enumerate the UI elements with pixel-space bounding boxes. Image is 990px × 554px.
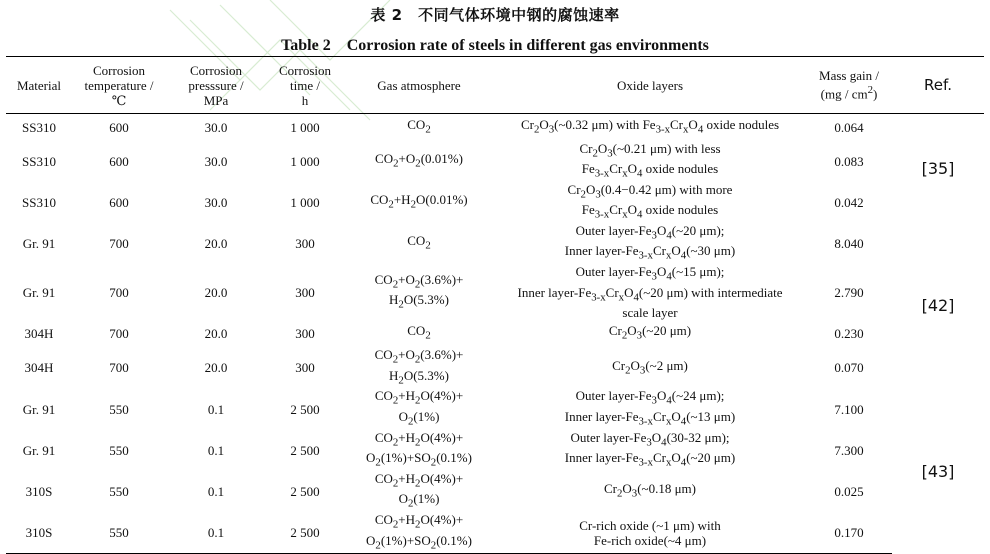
cell-material: Gr. 91 xyxy=(22,235,56,251)
cell-gas: $CO_2+O_2(0.01\%)$ xyxy=(375,150,463,170)
cell-pressure: 20.0 xyxy=(204,360,228,376)
cell-temperature: 600 xyxy=(109,194,129,210)
cell-temperature: 550 xyxy=(109,401,129,417)
cell-pressure: 30.0 xyxy=(204,194,228,210)
cell-material: SS310 xyxy=(22,119,56,135)
cell-oxide: Outer layer-$Fe_3O_4(30-32$ μm); Inner layer-$Fe_{3-x}Cr_xO_4(\sim 20$ μm) xyxy=(564,429,736,469)
table-row xyxy=(6,320,984,347)
cell-gas: $CO_2+H_2O(4\%)+$ $O_2(1\%)$ xyxy=(374,388,464,428)
cell-temperature: 600 xyxy=(109,119,129,135)
cell-mass-gain: 0.070 xyxy=(834,360,864,376)
cell-oxide: $Cr_2O_3(\sim 0.21$ μm) with less $Fe_{3-x}Cr_xO_4$ oxide nodules xyxy=(579,140,721,180)
cell-material: 304H xyxy=(24,326,54,342)
cell-oxide: $Cr_2O_3(\sim 20$ μm) xyxy=(608,323,692,343)
cell-pressure: 0.1 xyxy=(166,512,266,554)
cell-oxide: Outer layer-$Fe_3O_4(\sim 15$ μm); Inner layer-$Fe_{3-x}Cr_xO_4(\sim 20$ μm) with intermediate scale layer xyxy=(517,264,783,321)
cell-mass-gain: 0.064 xyxy=(834,119,864,135)
header-pressure: Corrosion presssure / MPa xyxy=(166,57,266,114)
cell-gas: $CO_2+H_2O(4\%)+$ $O_2(1\%)+SO_2(0.1\%)$ xyxy=(344,512,494,554)
cell-time: 300 xyxy=(295,326,315,342)
cell-mass-gain: 8.040 xyxy=(834,235,864,251)
cell-pressure: 30.0 xyxy=(204,119,228,135)
cell-pressure: 0.1 xyxy=(207,442,225,458)
cell-pressure: 0.1 xyxy=(207,401,225,417)
cell-gas: $CO_2$ xyxy=(407,116,431,136)
cell-oxide: Outer layer-$Fe_3O_4(\sim 20$ μm); Inner layer-$Fe_{3-x}Cr_xO_4(\sim 30$ μm) xyxy=(564,222,736,263)
cell-material: Gr. 91 xyxy=(22,284,56,300)
cell-temperature: 700 xyxy=(109,235,129,251)
cell-mass-gain: 0.083 xyxy=(834,153,864,169)
cell-mass-gain: 0.170 xyxy=(806,512,892,554)
header-material: Material xyxy=(6,57,72,114)
cell-mass-gain: 7.100 xyxy=(834,401,864,417)
table-row xyxy=(6,264,984,320)
table-row xyxy=(6,347,984,388)
cell-gas: $CO_2+O_2(3.6\%)+$ $H_2O(5.3\%)$ xyxy=(374,271,464,311)
header-ref: Ref. xyxy=(892,57,984,114)
table-row xyxy=(6,512,984,554)
cell-time: 1 000 xyxy=(290,194,320,210)
cell-mass-gain: 0.230 xyxy=(834,326,864,342)
cell-pressure: 20.0 xyxy=(204,235,228,251)
cell-time: 1 000 xyxy=(290,153,320,169)
corrosion-table xyxy=(6,56,984,554)
table-row xyxy=(6,388,984,429)
cell-ref: [43] xyxy=(921,461,955,481)
cell-ref: [35] xyxy=(921,158,955,178)
table-row xyxy=(6,114,984,141)
cell-mass-gain: 0.042 xyxy=(834,194,864,210)
cell-oxide: $Cr_2O_3(\sim 2$ μm) xyxy=(612,357,688,377)
header-mass-gain: Mass gain / $(mg / cm^2)$ xyxy=(806,57,892,114)
cell-material: 304H xyxy=(24,360,54,376)
cell-material: 310S xyxy=(25,483,53,499)
cell-time: 2 500 xyxy=(290,483,320,499)
table-row xyxy=(6,182,984,223)
header-time: Corrosion time / h xyxy=(266,57,344,114)
cell-material: 310S xyxy=(6,512,72,554)
table-row xyxy=(6,141,984,182)
cell-gas: $CO_2+O_2(3.6\%)+$ $H_2O(5.3\%)$ xyxy=(374,347,464,387)
cell-material: SS310 xyxy=(22,153,56,169)
cell-pressure: 0.1 xyxy=(207,483,225,499)
cell-gas: $CO_2+H_2O(0.01\%)$ xyxy=(370,191,468,211)
cell-temperature: 700 xyxy=(109,284,129,300)
cell-time: 300 xyxy=(295,284,315,300)
cell-oxide: $Cr_2O_3(0.4-0.42$ μm) with more $Fe_{3-x}Cr_xO_4$ oxide nodules xyxy=(567,181,733,221)
cell-pressure: 20.0 xyxy=(204,284,228,300)
cell-temperature: 550 xyxy=(109,483,129,499)
cell-oxide: $Cr_2O_3(\sim 0.18$ μm) xyxy=(603,481,696,500)
cell-gas: $CO_2+H_2O(4\%)+$ $O_2(1\%)$ xyxy=(374,470,464,510)
cell-material: SS310 xyxy=(22,194,56,210)
cell-temperature: 700 xyxy=(109,360,129,376)
cell-gas: $CO_2+H_2O(4\%)+$ $O_2(1\%)+SO_2(0.1\%)$ xyxy=(366,429,472,469)
header-temperature: Corrosion temperature / ℃ xyxy=(72,57,166,114)
cell-gas: $CO_2$ xyxy=(407,233,431,252)
cell-mass-gain: 0.025 xyxy=(834,483,864,499)
cell-oxide: Outer layer-$Fe_3O_4(\sim 24$ μm); Inner layer-$Fe_{3-x}Cr_xO_4(\sim 13$ μm) xyxy=(564,388,736,428)
header-gas: Gas atmosphere xyxy=(344,57,494,114)
cell-pressure: 30.0 xyxy=(204,153,228,169)
cell-time: 2 500 xyxy=(290,401,320,417)
cell-mass-gain: 7.300 xyxy=(834,442,864,458)
cell-time: 300 xyxy=(295,235,315,251)
header-row xyxy=(6,57,984,114)
cell-time: 2 500 xyxy=(290,442,320,458)
cell-time: 1 000 xyxy=(290,119,320,135)
table-caption-en: Table 2 Corrosion rate of steels in different gas environments xyxy=(281,37,709,54)
table-row xyxy=(6,471,984,512)
cell-gas: $CO_2$ xyxy=(407,323,431,343)
table-caption-cn: 表 2 不同气体环境中钢的腐蚀速率 xyxy=(370,6,620,24)
header-oxide: Oxide layers xyxy=(494,57,806,114)
cell-time: 2 500 xyxy=(266,512,344,554)
cell-material: Gr. 91 xyxy=(22,442,56,458)
cell-time: 300 xyxy=(295,360,315,376)
cell-temperature: 550 xyxy=(72,512,166,554)
cell-temperature: 700 xyxy=(109,326,129,342)
cell-temperature: 550 xyxy=(109,442,129,458)
table-row xyxy=(6,430,984,471)
cell-material: Gr. 91 xyxy=(22,401,56,417)
cell-ref: [42] xyxy=(921,296,955,316)
table-row xyxy=(6,223,984,264)
cell-oxide: Cr-rich oxide (~1 μm) with Fe-rich oxide(~4 μm) xyxy=(494,512,806,554)
cell-mass-gain: 2.790 xyxy=(834,284,864,300)
cell-oxide: $Cr_2O_3(\sim 0.32$ μm) with $Fe_{3-x}Cr_xO_4$ oxide nodules xyxy=(520,116,780,136)
cell-temperature: 600 xyxy=(109,153,129,169)
cell-pressure: 20.0 xyxy=(204,326,228,342)
